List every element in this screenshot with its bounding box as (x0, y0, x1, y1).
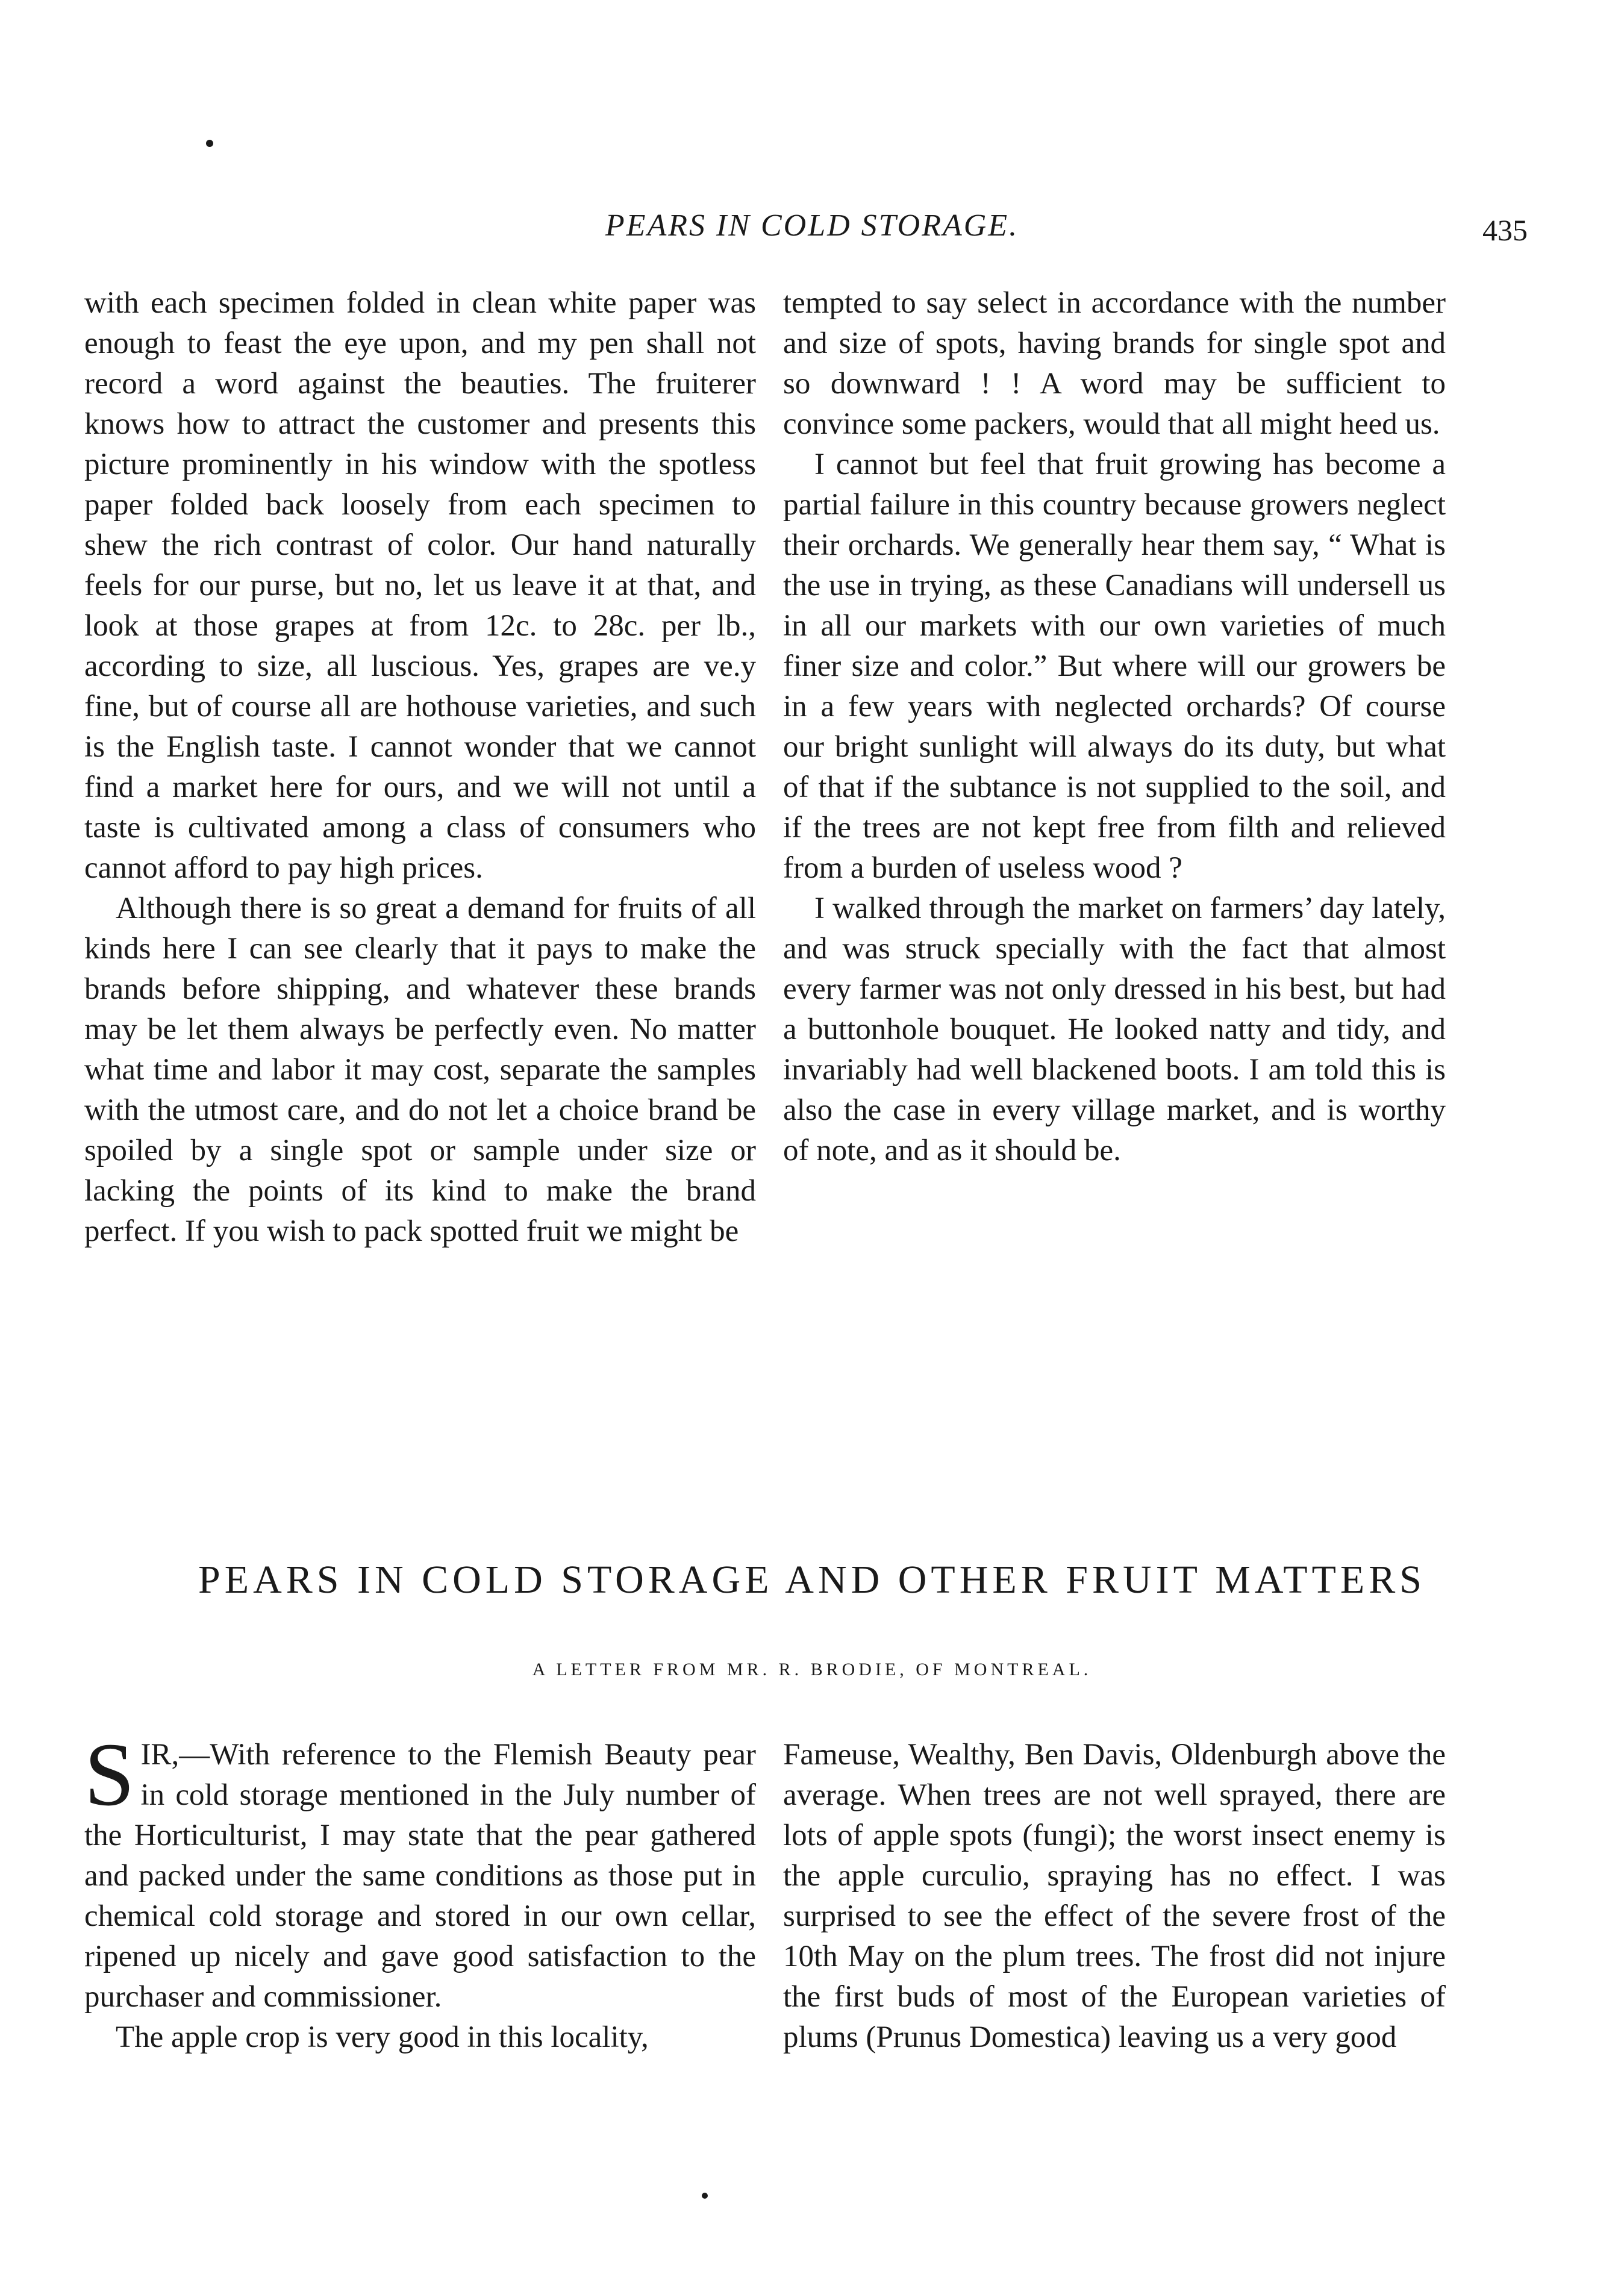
bottom-right-column (783, 1735, 1446, 2058)
paragraph: Fameuse, Wealthy, Ben Davis, Oldenburgh above the average. When trees are not well sprayed, there are lots of apple spots (fungi); the worst insect enemy is the apple curculio, spraying has no effect. I was surprised to see the effect of the severe frost of the 10th May on the plum trees. The frost did not injure the first buds of most of the European varieties of plums (Prunus Domestica) leaving us a very good (783, 1738, 1446, 2054)
top-right-column (783, 283, 1446, 1171)
paragraph (84, 1725, 756, 2017)
paragraph: with each specimen folded in clean white paper was enough to feast the eye upon, and my pen shall not record a word against the beauties. The fruiterer knows how to attract the customer and presents this picture prominently in his window with the spotless paper folded back loosely from each specimen to shew the rich contrast of color. Our hand naturally feels for our purse, but no, let us leave it at that, and look at those grapes at from 12c. to 28c. per lb., according to size, all luscious. Yes, grapes are ve.y fine, but of course all are hothouse varieties, and such is the English taste. I cannot wonder that we cannot find a market here for ours, and we will not until a taste is cultivated among a class of consumers who cannot afford to pay high prices. (84, 286, 756, 885)
ink-dot-bottom (702, 2193, 708, 2199)
running-head-title: PEARS IN COLD STORAGE. (605, 208, 1019, 243)
article-byline: A LETTER FROM MR. R. BRODIE, OF MONTREAL. (532, 1660, 1092, 1679)
running-head (78, 208, 1546, 256)
ink-dot-top (206, 140, 213, 147)
top-left-column (84, 283, 756, 1252)
paragraph: I walked through the market on farmers’ day lately, and was struck specially with the fact that almost every farmer was not only dressed in his best, but had a buttonhole bouquet. He looked natty and tidy, and invariably had well blackened boots. I am told this is also the case in every village market, and is worthy of note, and as it should be. (783, 892, 1446, 1167)
bottom-left-column (84, 1725, 756, 2058)
paragraph: I cannot but feel that fruit growing has become a partial failure in this country because growers neglect their orchards. We generally hear them say, “ What is the use in trying, as these Canadians will undersell us in all our markets with our own varieties of much finer size and color.” But where will our growers be in a few years with neglected orchards? Of course our bright sunlight will always do its duty, but what of that if the subtance is not supplied to the soil, and if the trees are not kept free from filth and relieved from a burden of useless wood ? (783, 448, 1446, 885)
paragraph: Although there is so great a demand for fruits of all kinds here I can see clearly that it pays to make the brands before shipping, and whatever these brands may be let them always be perfectly even. No matter what time and labor it may cost, separate the samples with the utmost care, and do not let a choice brand be spoiled by a single spot or sample under size or lacking the points of its kind to make the brand perfect. If you wish to pack spotted fruit we might be (84, 892, 756, 1248)
page-number: 435 (1482, 213, 1528, 247)
paragraph: The apple crop is very good in this locality, (116, 2020, 649, 2054)
drop-cap: S (84, 1725, 135, 1825)
paragraph: tempted to say select in accordance with the number and size of spots, having brands for single spot and so downward ! ! A word may be sufficient to convince some packers, would that all might heed us. (783, 286, 1446, 441)
article-title: PEARS IN COLD STORAGE AND OTHER FRUIT MATTERS (198, 1558, 1426, 1602)
paragraph-text: IR,—With reference to the Flemish Beauty pear in cold storage mentioned in the July number of the Horticulturist, I may state that the pear gathered and packed under the same conditions as those put in chemical cold storage and stored in our own cellar, ripened up nicely and gave good satisfaction to the purchaser and commissioner. (84, 1738, 756, 2014)
